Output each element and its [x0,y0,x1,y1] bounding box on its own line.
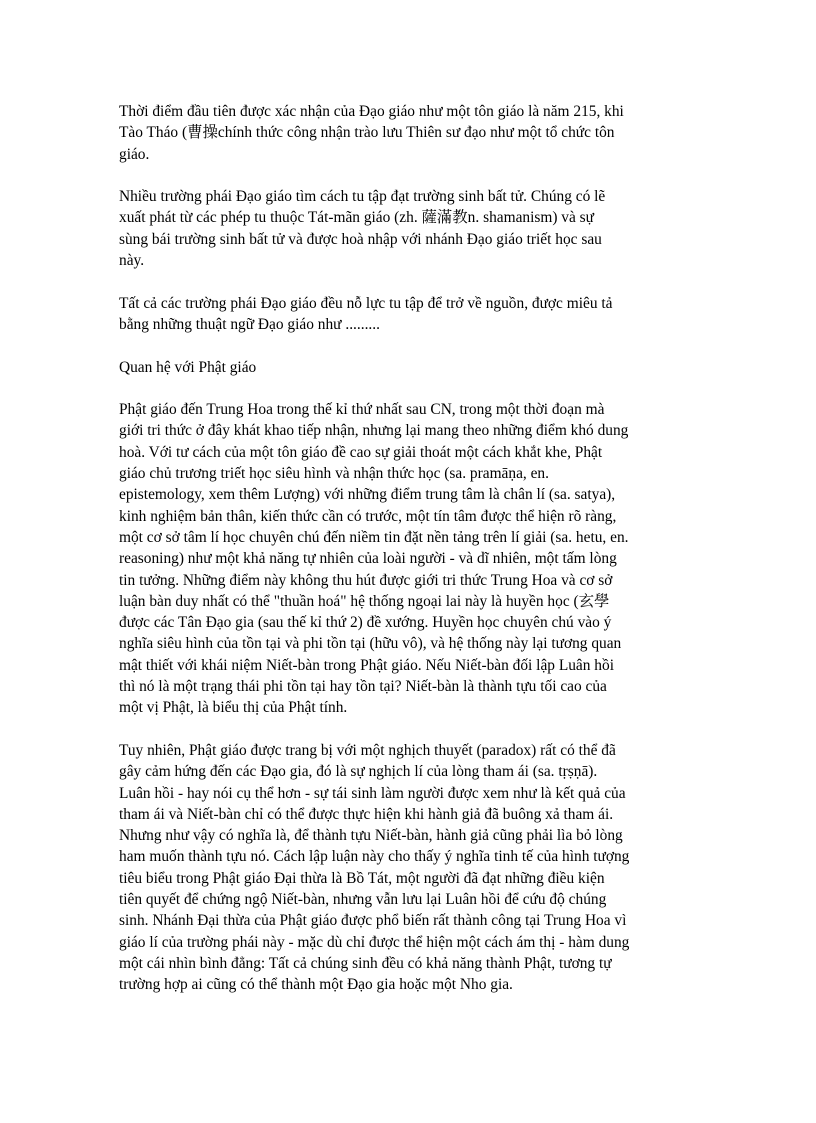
paragraph [119,186,699,271]
text-line: tiên quyết để chứng ngộ Niết-bàn, nhưng vẫn lưu lại Luân hồi để cứu độ chúng [119,890,607,908]
text-line: nghĩa siêu hình của tồn tại và phi tồn tại (hữu vô), và hệ thống này lại tương quan [119,635,622,653]
text-line: sinh. Nhánh Đại thừa của Phật giáo được phổ biến rất thành công tại Trung Hoa vì [119,912,627,930]
text-line: Quan hệ với Phật giáo [119,358,257,376]
text-line: Tuy nhiên, Phật giáo được trang bị với một nghịch thuyết (paradox) rất có thể đã [119,741,616,759]
text-line: tiêu biểu trong Phật giáo Đại thừa là Bồ Tát, một người đã đạt những điều kiện [119,869,605,887]
paragraph [119,740,699,996]
text-line: giới tri thức ở đây khát khao tiếp nhận, nhưng lại mang theo những điểm khó dung [119,422,629,440]
text-line: Luân hồi - hay nói cụ thể hơn - sự tái sinh làm người được xem như là kết quả của [119,784,626,802]
text-line: hoà. Với tư cách của một tôn giáo đề cao sự giải thoát một cách khắt khe, Phật [119,443,603,461]
text-line: sùng bái trường sinh bất tử và được hoà nhập với nhánh Đạo giáo triết học sau [119,230,602,248]
text-line: mật thiết với khái niệm Niết-bàn trong Phật giáo. Nếu Niết-bàn đối lập Luân hồi [119,656,614,674]
text-line: Nhưng như vậy có nghĩa là, để thành tựu Niết-bàn, hành giả cũng phải lìa bỏ lòng [119,827,623,845]
text-line: Nhiều trường phái Đạo giáo tìm cách tu tập đạt trường sinh bất tử. Chúng có lẽ [119,188,606,206]
text-line: tin tưởng. Những điểm này không thu hút được giới tri thức Trung Hoa và cơ sở [119,571,613,589]
text-line: kinh nghiệm bản thân, kiến thức cần có trước, một tín tâm được thể hiện rõ ràng, [119,507,617,525]
text-line: Thời điểm đầu tiên được xác nhận của Đạo giáo như một tôn giáo là năm 215, khi [119,103,624,120]
text-line: giáo chủ trương triết học siêu hình và nhận thức học (sa. pramāṇa, en. [119,465,549,483]
text-line: trường hợp ai cũng có thể thành một Đạo gia hoặc một Nho gia. [119,976,513,994]
text-line: một cơ sở tâm lí học chuyên chú đến niềm tin đặt nền tảng trên lí giải (sa. hetu, en. [119,528,629,546]
text-line: được các Tân Đạo gia (sau thế kỉ thứ 2) đề xướng. Huyền học chuyên chú vào ý [119,614,612,632]
document-body [119,101,699,1017]
text-line: gây cảm hứng đến các Đạo gia, đó là sự nghịch lí của lòng tham ái (sa. tṛṣṇā). [119,763,598,781]
paragraph [119,101,699,165]
text-line: reasoning) như một khả năng tự nhiên của loài người - và dĩ nhiên, một tấm lòng [119,550,617,568]
text-line: Tào Tháo (曹操chính thức công nhận trào lưu Thiên sư đạo như một tổ chức tôn [119,124,615,142]
text-line: tham ái và Niết-bàn chỉ có thể được thực hiện khi hành giả đã buông xả tham ái. [119,805,614,823]
text-line: Tất cả các trường phái Đạo giáo đều nỗ lực tu tập để trở về nguồn, được miêu tả [119,294,613,312]
text-line: một cái nhìn bình đẳng: Tất cả chúng sinh đều có khả năng thành Phật, tương tự [119,954,612,972]
paragraph [119,399,699,718]
text-line: một vị Phật, là biểu thị của Phật tính. [119,699,348,717]
text-line: giáo lí của trường phái này - mặc dù chỉ được thể hiện một cách ám thị - hàm dung [119,933,630,951]
text-line: ham muốn thành tựu nó. Cách lập luận này cho thấy ý nghĩa tinh tế của hình tượng [119,848,630,866]
text-line: giáo. [119,145,150,163]
text-line: thì nó là một trạng thái phi tồn tại hay tồn tại? Niết-bàn là thành tựu tối cao của [119,678,607,696]
text-line: epistemology, xem thêm Lượng) với những điểm trung tâm là chân lí (sa. satya), [119,486,616,504]
text-line: này. [119,252,145,270]
paragraph [119,357,699,378]
paragraph [119,293,699,336]
text-line: Phật giáo đến Trung Hoa trong thế kỉ thứ nhất sau CN, trong một thời đoạn mà [119,401,605,419]
text-line: bằng những thuật ngữ Đạo giáo như ......... [119,315,380,333]
text-line: xuất phát từ các phép tu thuộc Tát-mãn giáo (zh. 薩滿教n. shamanism) và sự [119,209,595,227]
text-line: luận bàn duy nhất có thể "thuần hoá" hệ thống ngoại lai này là huyền học (玄學 [119,592,610,610]
